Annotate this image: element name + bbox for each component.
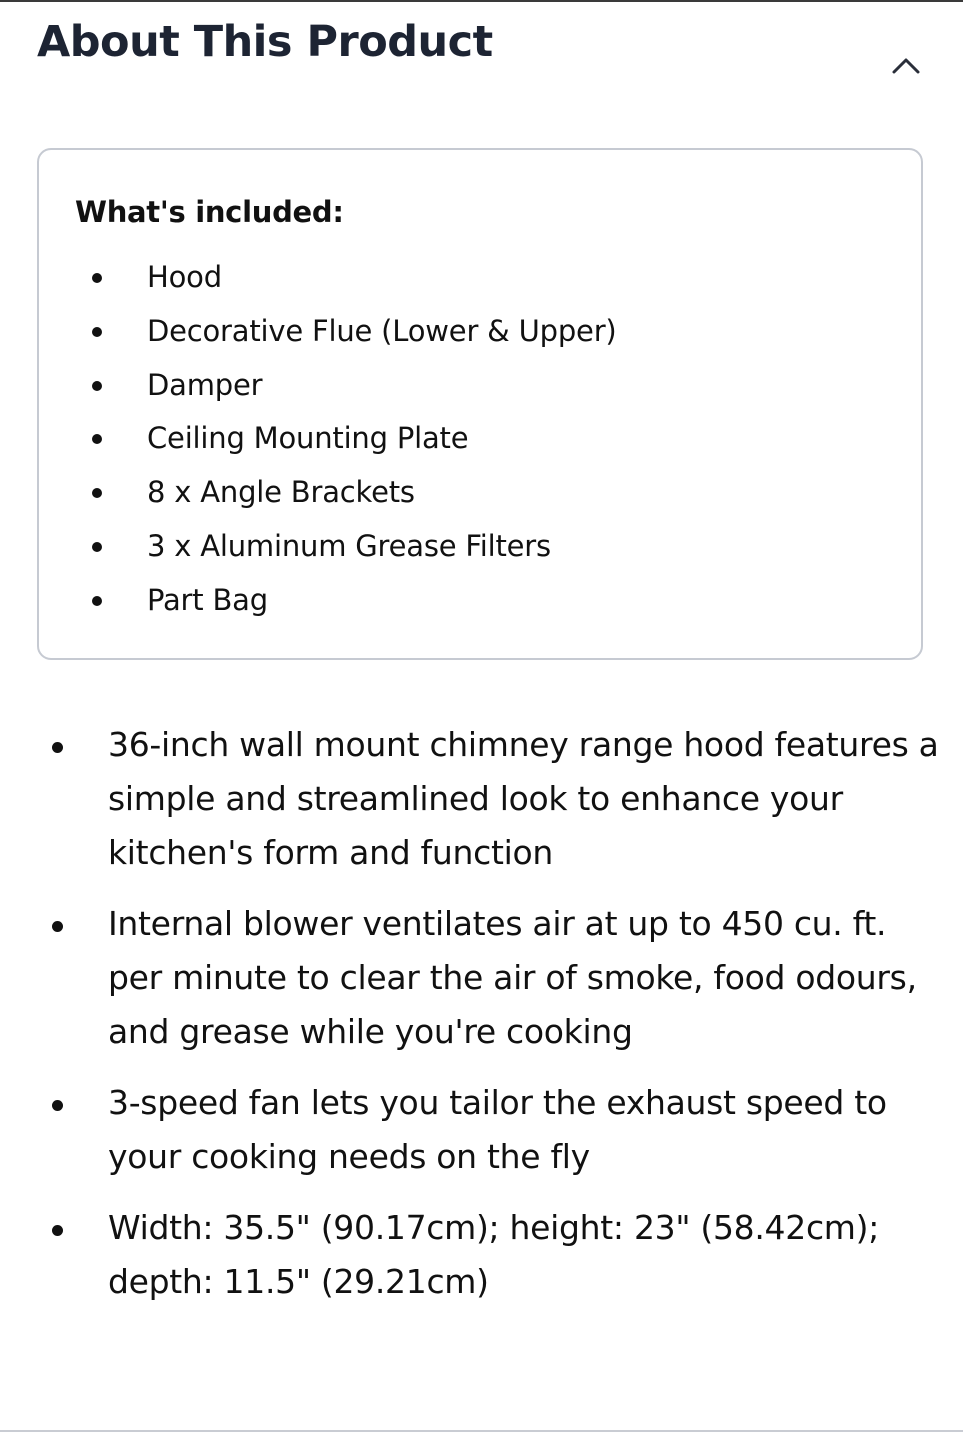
bullet-icon xyxy=(92,488,102,498)
bullet-icon xyxy=(92,381,102,391)
bullet-icon xyxy=(52,742,63,753)
product-features-list xyxy=(0,718,963,1309)
collapse-toggle-button[interactable] xyxy=(884,44,928,84)
bullet-icon xyxy=(52,1225,63,1236)
feature-text: Width: 35.5" (90.17cm); height: 23" (58.42cm); depth: 11.5" (29.21cm) xyxy=(108,1208,880,1301)
feature-item xyxy=(0,1201,963,1309)
whats-included-heading: What's included: xyxy=(75,195,344,229)
bullet-icon xyxy=(92,273,102,283)
list-item xyxy=(39,306,919,360)
bullet-icon xyxy=(52,1100,63,1111)
list-item xyxy=(39,413,919,467)
chevron-up-icon xyxy=(884,44,928,84)
about-product-header[interactable] xyxy=(0,0,963,110)
section-title: About This Product xyxy=(37,17,493,67)
feature-text: 36-inch wall mount chimney range hood features a simple and streamlined look to enhance your kitchen's form and function xyxy=(108,725,939,872)
feature-item xyxy=(0,897,963,1059)
included-item-label: Ceiling Mounting Plate xyxy=(147,421,469,456)
whats-included-box xyxy=(37,148,923,660)
bottom-divider xyxy=(0,1430,963,1432)
list-item xyxy=(39,521,919,575)
included-item-label: Decorative Flue (Lower & Upper) xyxy=(147,313,617,348)
feature-item xyxy=(0,718,963,880)
feature-text: 3-speed fan lets you tailor the exhaust speed to your cooking needs on the fly xyxy=(108,1083,887,1176)
bullet-icon xyxy=(92,596,102,606)
bullet-icon xyxy=(52,921,63,932)
whats-included-list xyxy=(39,252,919,629)
feature-text: Internal blower ventilates air at up to 450 cu. ft. per minute to clear the air of smoke, food odours, and grease while you're cooking xyxy=(108,904,917,1051)
list-item xyxy=(39,575,919,629)
included-item-label: Hood xyxy=(147,260,222,294)
list-item xyxy=(39,360,919,414)
bullet-icon xyxy=(92,434,102,444)
list-item xyxy=(39,467,919,521)
bullet-icon xyxy=(92,542,102,552)
included-item-label: Part Bag xyxy=(147,582,268,617)
included-item-label: 8 x Angle Brackets xyxy=(147,475,415,510)
feature-item xyxy=(0,1076,963,1184)
included-item-label: 3 x Aluminum Grease Filters xyxy=(147,528,551,563)
bullet-icon xyxy=(92,327,102,337)
included-item-label: Damper xyxy=(147,367,263,402)
list-item xyxy=(39,252,919,306)
